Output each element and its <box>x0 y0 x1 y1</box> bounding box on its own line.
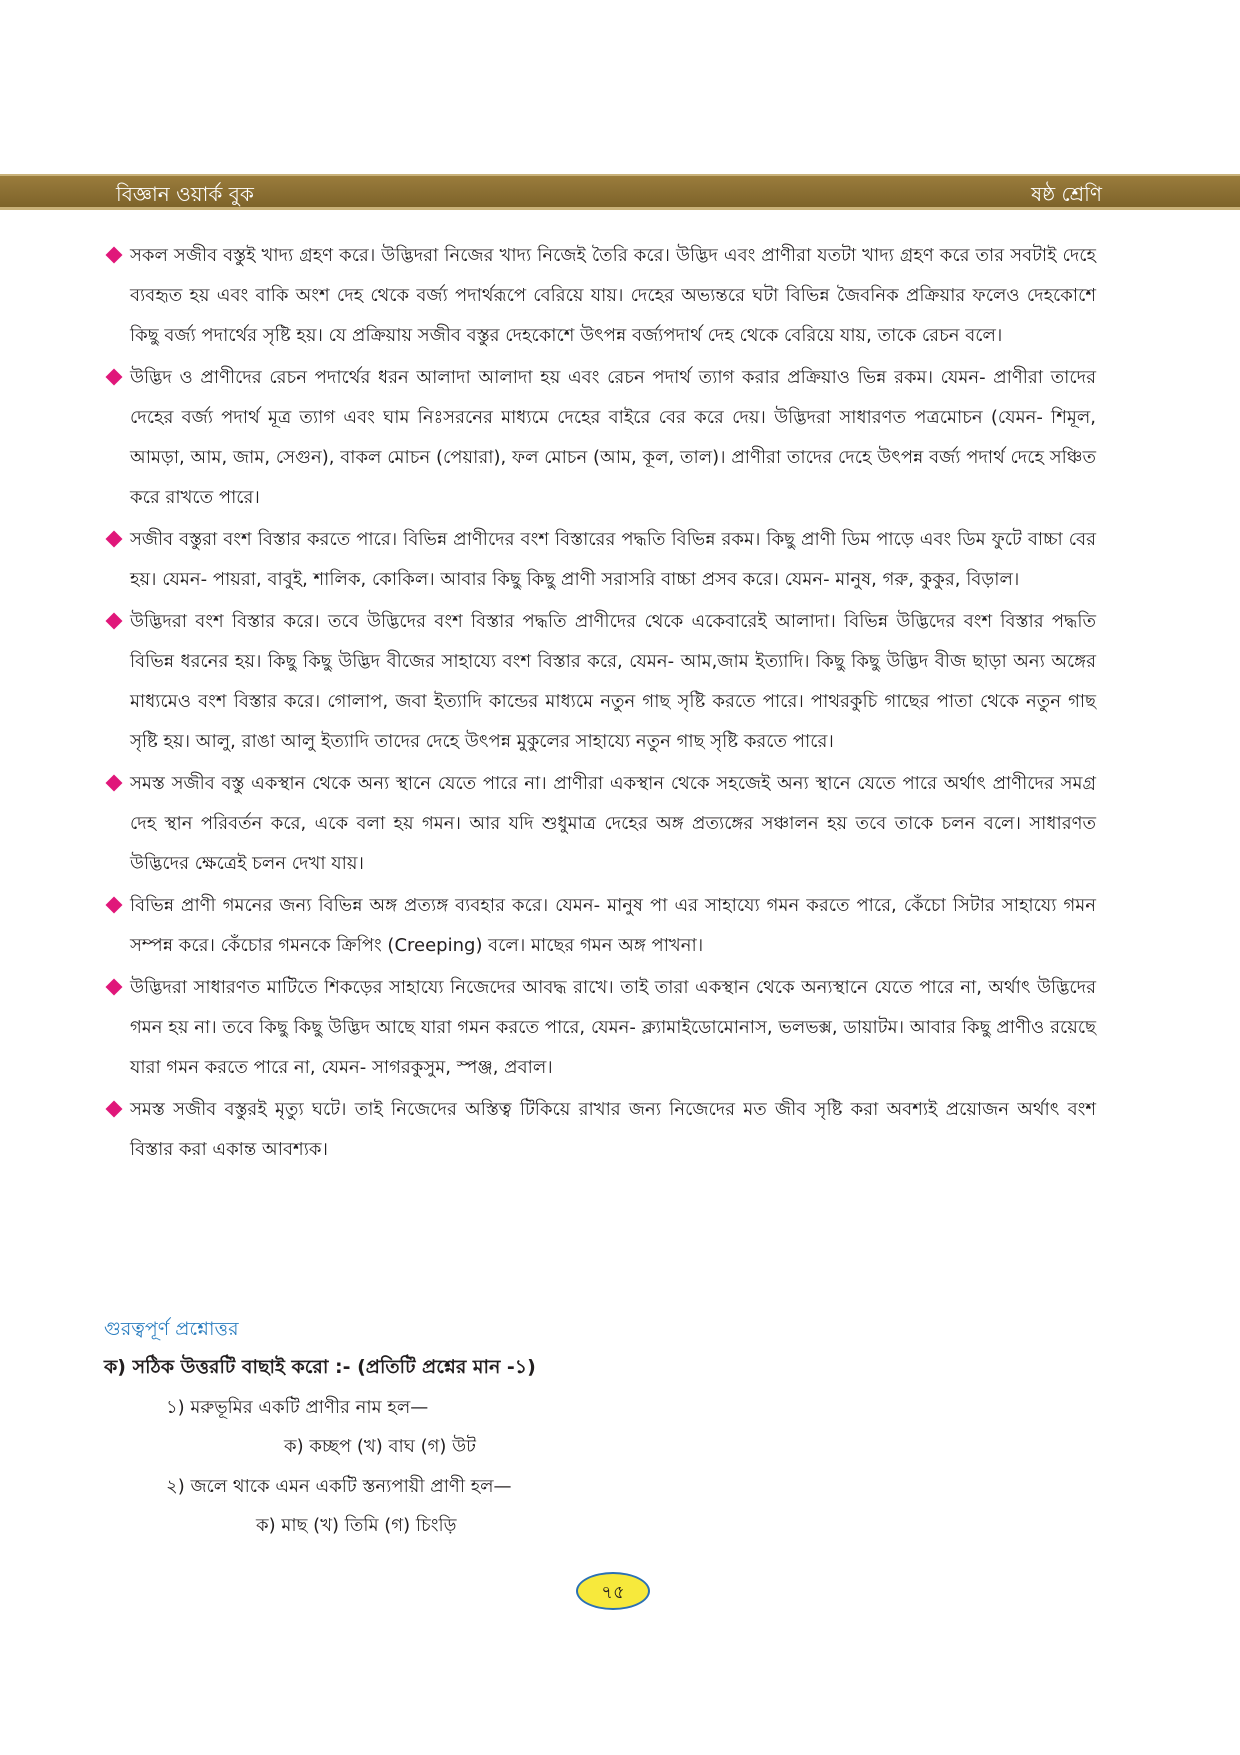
bullet-paragraph <box>106 602 1096 762</box>
bullet-text: সজীব বস্তুরা বংশ বিস্তার করতে পারে। বিভিন্ন প্রাণীদের বংশ বিস্তারের পদ্ধতি বিভিন্ন রকম। কিছু প্রাণী ডিম পাড়ে এবং ডিম ফুটে বাচ্চা বের হয়। যেমন- পায়রা, বাবুই, শালিক, কোকিল। আবার কিছু কিছু প্রাণী সরাসরি বাচ্চা প্রসব করে। যেমন- মানুষ, গরু, কুকুর, বিড়াল। <box>130 529 1096 590</box>
body-content <box>106 236 1096 1172</box>
diamond-bullet-icon <box>106 369 123 386</box>
diamond-bullet-icon <box>106 531 123 548</box>
book-title: বিজ্ঞান ওয়ার্ক বুক <box>116 182 254 206</box>
bullet-paragraph <box>106 358 1096 518</box>
question-heading: ক) সঠিক উত্তরটি বাছাই করো :- (প্রতিটি প্রশ্নের মান -১) <box>104 1356 536 1378</box>
diamond-bullet-icon <box>106 775 123 792</box>
bullet-paragraph <box>106 520 1096 600</box>
bullet-paragraph <box>106 764 1096 884</box>
question-2: ২) জলে থাকে এমন একটি স্তন্যপায়ী প্রাণী হল— <box>166 1476 512 1497</box>
bullet-paragraph <box>106 886 1096 966</box>
section-title: গুরত্বপূর্ণ প্রশ্নোত্তর <box>104 1318 239 1340</box>
bullet-text: সকল সজীব বস্তুই খাদ্য গ্রহণ করে। উদ্ভিদরা নিজের খাদ্য নিজেই তৈরি করে। উদ্ভিদ এবং প্রাণীরা যতটা খাদ্য গ্রহণ করে তার সবটাই দেহে ব্যবহৃত হয় এবং বাকি অংশ দেহ থেকে বর্জ্য পদার্থরূপে বেরিয়ে যায়। দেহের অভ্যন্তরে ঘটা বিভিন্ন জৈবনিক প্রক্রিয়ার ফলেও দেহকোশে কিছু বর্জ্য পদার্থের সৃষ্টি হয়। যে প্রক্রিয়ায় সজীব বস্তুর দেহকোশে উৎপন্ন বর্জ্যপদার্থ দেহ থেকে বেরিয়ে যায়, তাকে রেচন বলে। <box>130 245 1096 346</box>
bullet-paragraph <box>106 968 1096 1088</box>
header-bar <box>0 174 1240 210</box>
bullet-paragraph <box>106 1090 1096 1170</box>
bullet-text: সমস্ত সজীব বস্তুরই মৃত্যু ঘটে। তাই নিজেদের অস্তিত্ব টিকিয়ে রাখার জন্য নিজেদের মত জীব সৃষ্টি করা অবশ্যই প্রয়োজন অর্থাৎ বংশ বিস্তার করা একান্ত আবশ্যক। <box>130 1099 1096 1160</box>
question-2-options: ক) মাছ (খ) তিমি (গ) চিংড়ি <box>256 1515 457 1536</box>
question-1-options: ক) কচ্ছপ (খ) বাঘ (গ) উট <box>284 1436 476 1457</box>
bullet-text: উদ্ভিদ ও প্রাণীদের রেচন পদার্থের ধরন আলাদা আলাদা হয় এবং রেচন পদার্থ ত্যাগ করার প্রক্রিয়াও ভিন্ন রকম। যেমন- প্রাণীরা তাদের দেহের বর্জ্য পদার্থ মূত্র ত্যাগ এবং ঘাম নিঃসরনের মাধ্যমে দেহের বাইরে বের করে দেয়। উদ্ভিদরা সাধারণত পত্রমোচন (যেমন- শিমূল, আমড়া, আম, জাম, সেগুন), বাকল মোচন (পেয়ারা), ফল মোচন (আম, কূল, তাল)। প্রাণীরা তাদের দেহে উৎপন্ন বর্জ্য পদার্থ দেহে সঞ্চিত করে রাখতে পারে। <box>130 367 1096 508</box>
bullet-text: উদ্ভিদরা বংশ বিস্তার করে। তবে উদ্ভিদের বংশ বিস্তার পদ্ধতি প্রাণীদের থেকে একেবারেই আলাদা। বিভিন্ন উদ্ভিদের বংশ বিস্তার পদ্ধতি বিভিন্ন ধরনের হয়। কিছু কিছু উদ্ভিদ বীজের সাহায্যে বংশ বিস্তার করে, যেমন- আম,জাম ইত্যাদি। কিছু কিছু উদ্ভিদ বীজ ছাড়া অন্য অঙ্গের মাধ্যমেও বংশ বিস্তার করে। গোলাপ, জবা ইত্যাদি কান্ডের মাধ্যমে নতুন গাছ সৃষ্টি করতে পারে। পাথরকুচি গাছের পাতা থেকে নতুন গাছ সৃষ্টি হয়। আলু, রাঙা আলু ইত্যাদি তাদের দেহে উৎপন্ন মুকুলের সাহায্যে নতুন গাছ সৃষ্টি করতে পারে। <box>130 611 1096 752</box>
class-label: ষষ্ঠ শ্রেণি <box>1031 182 1102 206</box>
diamond-bullet-icon <box>106 897 123 914</box>
bullet-text: উদ্ভিদরা সাধারণত মাটিতে শিকড়ের সাহায্যে নিজেদের আবদ্ধ রাখে। তাই তারা একস্থান থেকে অন্যস্থানে যেতে পারে না, অর্থাৎ উদ্ভিদের গমন হয় না। তবে কিছু কিছু উদ্ভিদ আছে যারা গমন করতে পারে, যেমন- ক্ল্যামাইডোমোনাস, ভলভক্স, ডায়াটম। আবার কিছু প্রাণীও রয়েছে যারা গমন করতে পারে না, যেমন- সাগরকুসুম, স্পঞ্জ, প্রবাল। <box>130 977 1096 1078</box>
page-number-badge: ৭৫ <box>576 1572 650 1610</box>
diamond-bullet-icon <box>106 979 123 996</box>
question-1: ১) মরুভূমির একটি প্রাণীর নাম হল— <box>166 1397 429 1418</box>
bullet-text: সমস্ত সজীব বস্তু একস্থান থেকে অন্য স্থানে যেতে পারে না। প্রাণীরা একস্থান থেকে সহজেই অন্য স্থানে যেতে পারে অর্থাৎ প্রাণীদের সমগ্র দেহ স্থান পরিবর্তন করে, একে বলা হয় গমন। আর যদি শুধুমাত্র দেহের অঙ্গ প্রত্যঙ্গের সঞ্চালন হয় তবে তাকে চলন বলে। সাধারণত উদ্ভিদের ক্ষেত্রেই চলন দেখা যায়। <box>130 773 1096 874</box>
diamond-bullet-icon <box>106 247 123 264</box>
bullet-paragraph <box>106 236 1096 356</box>
diamond-bullet-icon <box>106 613 123 630</box>
bullet-text: বিভিন্ন প্রাণী গমনের জন্য বিভিন্ন অঙ্গ প্রত্যঙ্গ ব্যবহার করে। যেমন- মানুষ পা এর সাহায্যে গমন করতে পারে, কেঁচো সিটার সাহায্যে গমন সম্পন্ন করে। কেঁচোর গমনকে ক্রিপিং (Creeping) বলে। মাছের গমন অঙ্গ পাখনা। <box>130 895 1096 956</box>
diamond-bullet-icon <box>106 1101 123 1118</box>
